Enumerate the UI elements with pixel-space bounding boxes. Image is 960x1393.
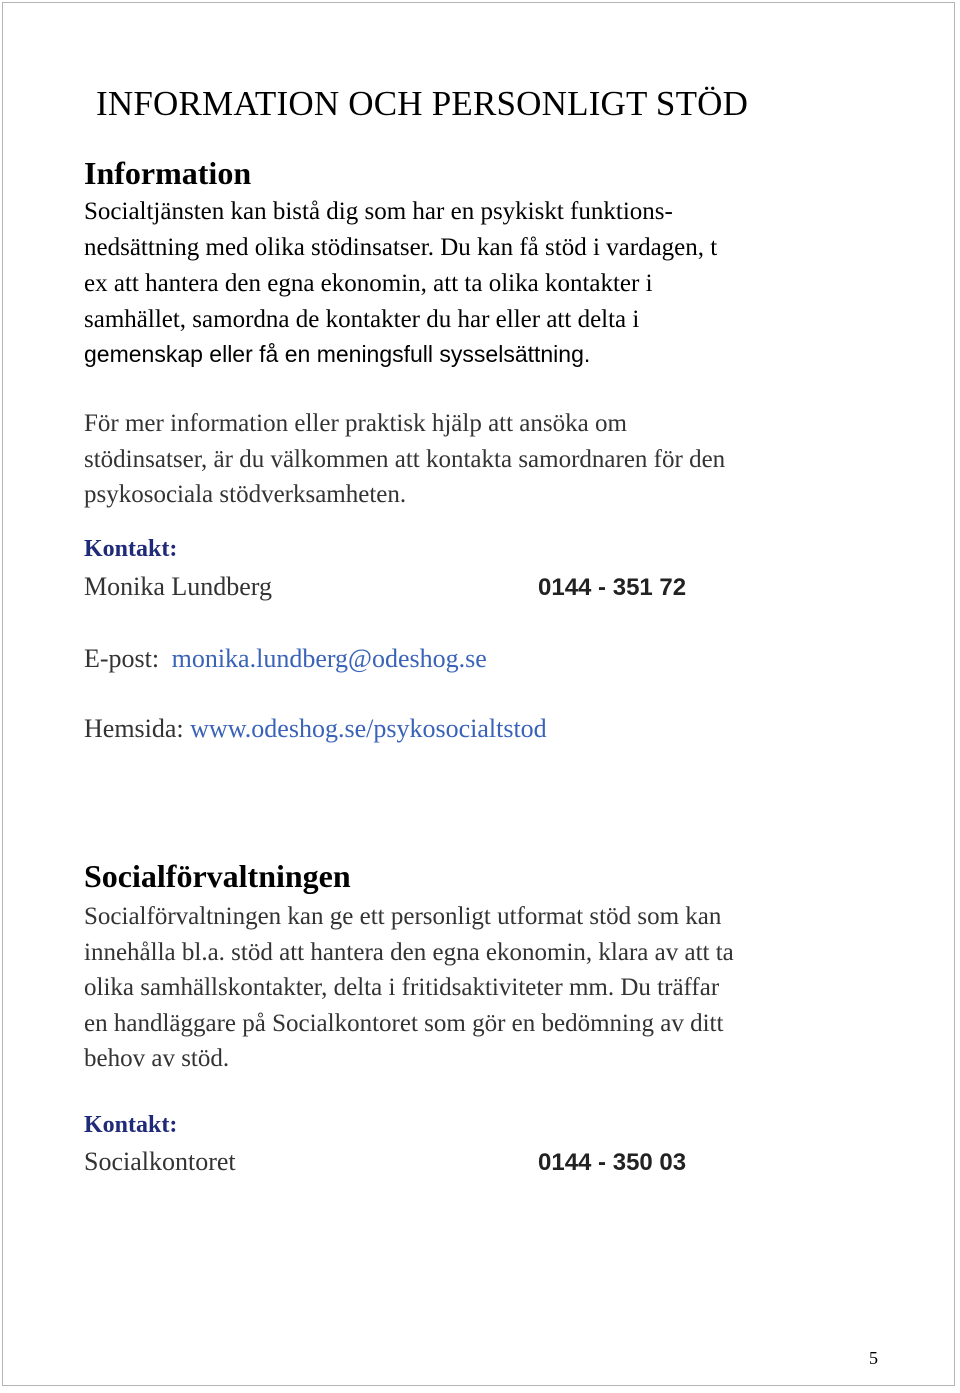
email-label: E-post:	[84, 644, 160, 673]
socialforvaltningen-paragraph	[84, 899, 734, 1077]
section-heading-socialforvaltningen: Socialförvaltningen	[84, 858, 351, 894]
paragraph-line: För mer information eller praktisk hjälp att ansöka om	[84, 410, 627, 437]
paragraph-line: ex att hantera den egna ekonomin, att ta olika kontakter i	[84, 270, 653, 297]
website-link[interactable]: www.odeshog.se/psykosocialtstod	[190, 714, 547, 743]
contact-name: Monika Lundberg	[84, 572, 272, 601]
information-paragraph-1-continued	[84, 266, 653, 373]
contact-name: Socialkontoret	[84, 1147, 236, 1176]
paragraph-line: gemenskap eller få en meningsfull sysselsättning.	[84, 341, 591, 367]
paragraph-line: olika samhällskontakter, delta i fritidsaktiviteter mm. Du träffar	[84, 974, 720, 1001]
information-paragraph-1	[84, 194, 717, 265]
paragraph-line: stödinsatser, är du välkommen att kontakta samordnaren för den	[84, 445, 726, 473]
paragraph-line: samhället, samordna de kontakter du har eller att delta i	[84, 305, 640, 333]
paragraph-line-part: Du kan få stöd i vardagen, t	[440, 233, 718, 261]
paragraph-line: behov av stöd.	[84, 1045, 230, 1072]
page-number: 5	[869, 1348, 878, 1368]
contact-heading-socialforvaltningen: Kontakt:	[84, 1112, 178, 1138]
contact-heading-information: Kontakt:	[84, 536, 178, 562]
email-row	[84, 644, 487, 674]
information-paragraph-2	[84, 406, 725, 513]
website-label: Hemsida:	[84, 714, 184, 743]
contact-phone: 0144 - 350 03	[538, 1149, 687, 1176]
paragraph-line: Socialtjänsten kan bistå dig som har en psykiskt funktions-	[84, 198, 673, 225]
website-row	[84, 714, 547, 744]
paragraph-line: innehålla bl.a. stöd att hantera den egna ekonomin, klara av att ta	[84, 938, 734, 966]
paragraph-line: psykosociala stödverksamheten.	[84, 481, 407, 508]
email-link[interactable]: monika.lundberg@odeshog.se	[171, 644, 487, 673]
paragraph-line: en handläggare på Socialkontoret som gör en bedömning av ditt	[84, 1009, 724, 1037]
paragraph-line: Socialförvaltningen kan ge ett personligt utformat stöd som kan	[84, 903, 722, 930]
page-title: INFORMATION OCH PERSONLIGT STÖD	[96, 84, 749, 123]
paragraph-line	[84, 230, 717, 266]
section-heading-information: Information	[84, 155, 252, 191]
contact-phone: 0144 - 351 72	[538, 574, 687, 601]
paragraph-line-part: nedsättning med olika stödinsatser.	[84, 233, 441, 261]
